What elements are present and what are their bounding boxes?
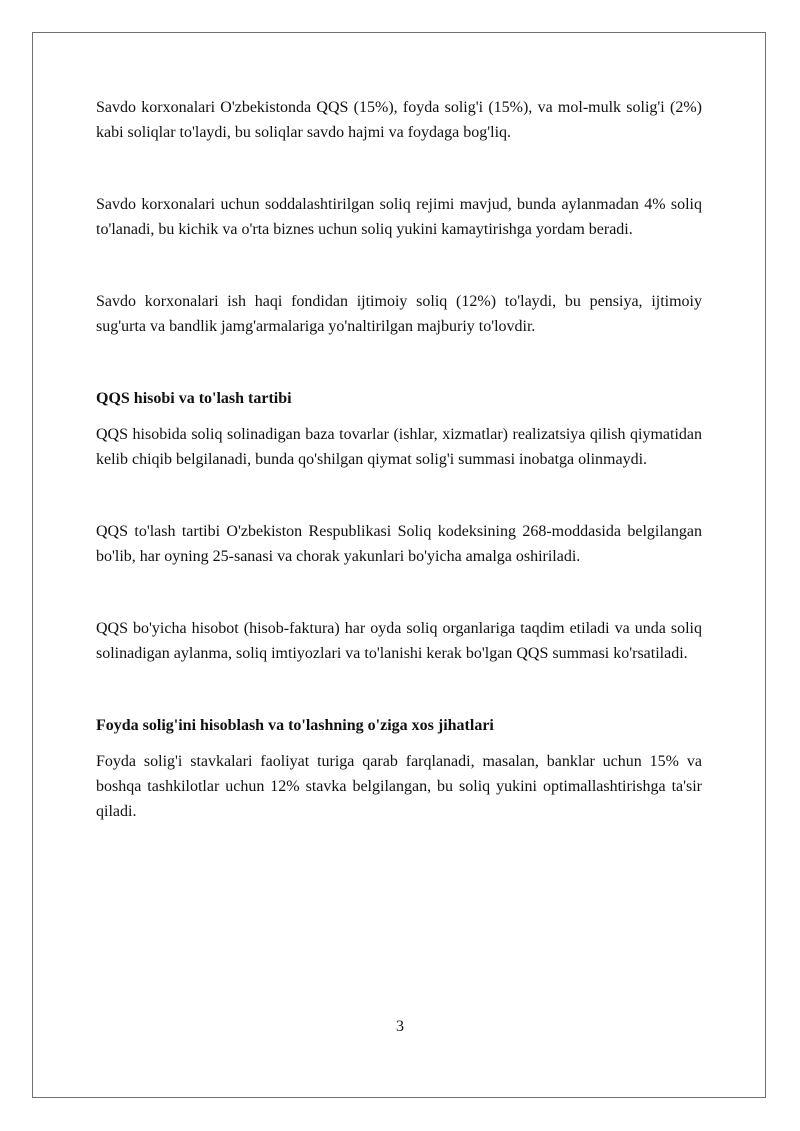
- paragraph-vat-report: QQS bo'yicha hisobot (hisob-faktura) har oyda soliq organlariga taqdim etiladi va unda soliq solinadigan aylanma, soliq imtiyozlari va to'lanishi kerak bo'lgan QQS summasi ko'rsatiladi.: [96, 620, 702, 662]
- paragraph-trade-taxes: Savdo korxonalari O'zbekistonda QQS (15%), foyda solig'i (15%), va mol-mulk solig'i (2%) kabi soliqlar to'laydi, bu soliqlar savdo hajmi va foydaga bog'liq.: [96, 99, 702, 141]
- paragraph-vat-payment: QQS to'lash tartibi O'zbekiston Respublikasi Soliq kodeksining 268-moddasida belgilangan bo'lib, har oyning 25-sanasi va chorak yakunlari bo'yicha amalga oshiriladi.: [96, 523, 702, 565]
- paragraph-simplified-regime: Savdo korxonalari uchun soddalashtirilgan soliq rejimi mavjud, bunda aylanmadan 4% soliq to'lanadi, bu kichik va o'rta biznes uchun soliq yukini kamaytirishga yordam beradi.: [96, 196, 702, 238]
- page-content: [96, 95, 702, 824]
- paragraph-social-tax: Savdo korxonalari ish haqi fondidan ijtimoiy soliq (12%) to'laydi, bu pensiya, ijtimoiy sug'urta va bandlik jamg'armalariga yo'naltirilgan majburiy to'lovdir.: [96, 293, 702, 335]
- heading-profit-tax: Foyda solig'ini hisoblash va to'lashning o'ziga xos jihatlari: [96, 717, 494, 734]
- page-number: 3: [396, 1018, 404, 1035]
- paragraph-vat-base: QQS hisobida soliq solinadigan baza tovarlar (ishlar, xizmatlar) realizatsiya qilish qiymatidan kelib chiqib belgilanadi, bunda qo'shilgan qiymat solig'i summasi inobatga olinmaydi.: [96, 426, 702, 468]
- heading-vat-accounting: QQS hisobi va to'lash tartibi: [96, 390, 292, 407]
- paragraph-profit-tax-rates: Foyda solig'i stavkalari faoliyat turiga qarab farqlanadi, masalan, banklar uchun 15% va boshqa tashkilotlar uchun 12% stavka belgilangan, bu soliq yukini optimallashtirishga ta'sir qiladi.: [96, 753, 702, 820]
